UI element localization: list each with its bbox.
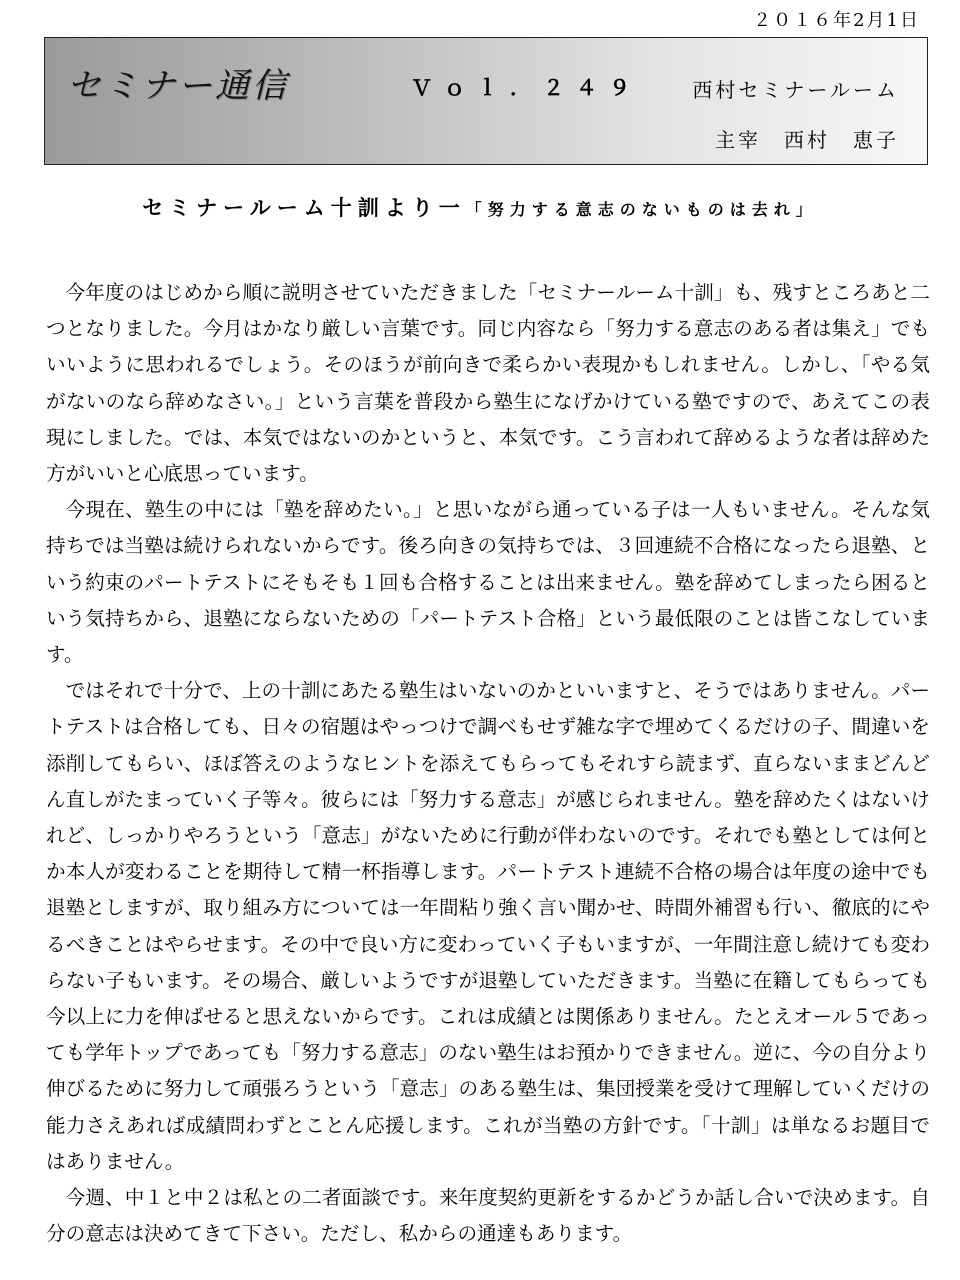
newsletter-title: セミナー通信 [67, 66, 289, 106]
article-body [46, 275, 930, 1252]
director-name: 主宰 西村 恵子 [715, 128, 899, 152]
paragraph: 今年度のはじめから順に説明させていただきました「セミナールーム十訓」も、残すところあと二つとなりました。今月はかなり厳しい言葉です。同じ内容なら「努力する意志のある者は集え」でもいいように思われるでしょう。そのほうが前向きで柔らかい表現かもしれません。しかし、「やる気がないのなら辞めなさい。」という言葉を普段から塾生になげかけている塾ですので、あえてこの表現にしました。では、本気ではないのかというと、本気です。こう言われて辞めるような者は辞めた方がいいと心底思っています。 [46, 281, 930, 486]
issue-date: ２０１６年2月1日 [753, 10, 920, 31]
volume-number: Ｖｏｌ．２４９ [411, 76, 642, 100]
headline-main: セミナールーム十訓より一 [142, 195, 466, 220]
paragraph: ではそれで十分で、上の十訓にあたる塾生はいないのかといいますと、そうではありません。パートテストは合格しても、日々の宿題はやっつけで調べもせず雑な字で埋めてくるだけの子、間違いを添削してもらい、ほぼ答えのようなヒントを添えてもらってもそれすら読まず、直らないままどんどん直しがたまっていく子等々。彼らには「努力する意志」が感じられません。塾を辞めたくはないけれど、しっかりやろうという「意志」がないために行動が伴わないのです。それでも塾としては何とか本人が変わることを期待して精一杯指導します。パートテスト連続不合格の場合は年度の途中でも退塾としますが、取り組み方については一年間粘り強く言い聞かせ、時間外補習も行い、徹底的にやるべきことはやらせます。その中で良い方に変わっていく子もいますが、一年間注意し続けても変わらない子もいます。その場合、厳しいようですが退塾していただきます。当塾に在籍してもらっても今以上に力を伸ばせると思えないからです。これは成績とは関係ありません。たとえオール５であっても学年トップであっても「努力する意志」のない塾生はお預かりできません。逆に、今の自分より伸びるために努力して頑張ろうという「意志」のある塾生は、集団授業を受けて理解していくだけの能力さえあれば成績問わずとことん応援します。これが当塾の方針です。「十訓」は単なるお題目ではありません。 [46, 679, 930, 1173]
paragraph: 今週、中１と中２は私との二者面談です。来年度契約更新をするかどうか話し合いで決めます。自分の意志は決めてきて下さい。ただし、私からの通達もあります。 [46, 1186, 930, 1246]
organization-name: 西村セミナールーム [692, 78, 899, 102]
article-headline [0, 192, 960, 222]
headline-subtitle: 「努力する意志のないものは去れ」 [465, 200, 818, 219]
masthead [44, 37, 928, 165]
paragraph: 今現在、塾生の中には「塾を辞めたい。」と思いながら通っている子は一人もいません。そんな気持ちでは当塾は続けられないからです。後ろ向きの気持ちでは、３回連続不合格になったら退塾、という約束のパートテストにそもそも１回も合格することは出来ません。塾を辞めてしまったら困るという気持ちから、退塾にならないための「パートテスト合格」という最低限のことは皆こなしています。 [46, 498, 930, 667]
